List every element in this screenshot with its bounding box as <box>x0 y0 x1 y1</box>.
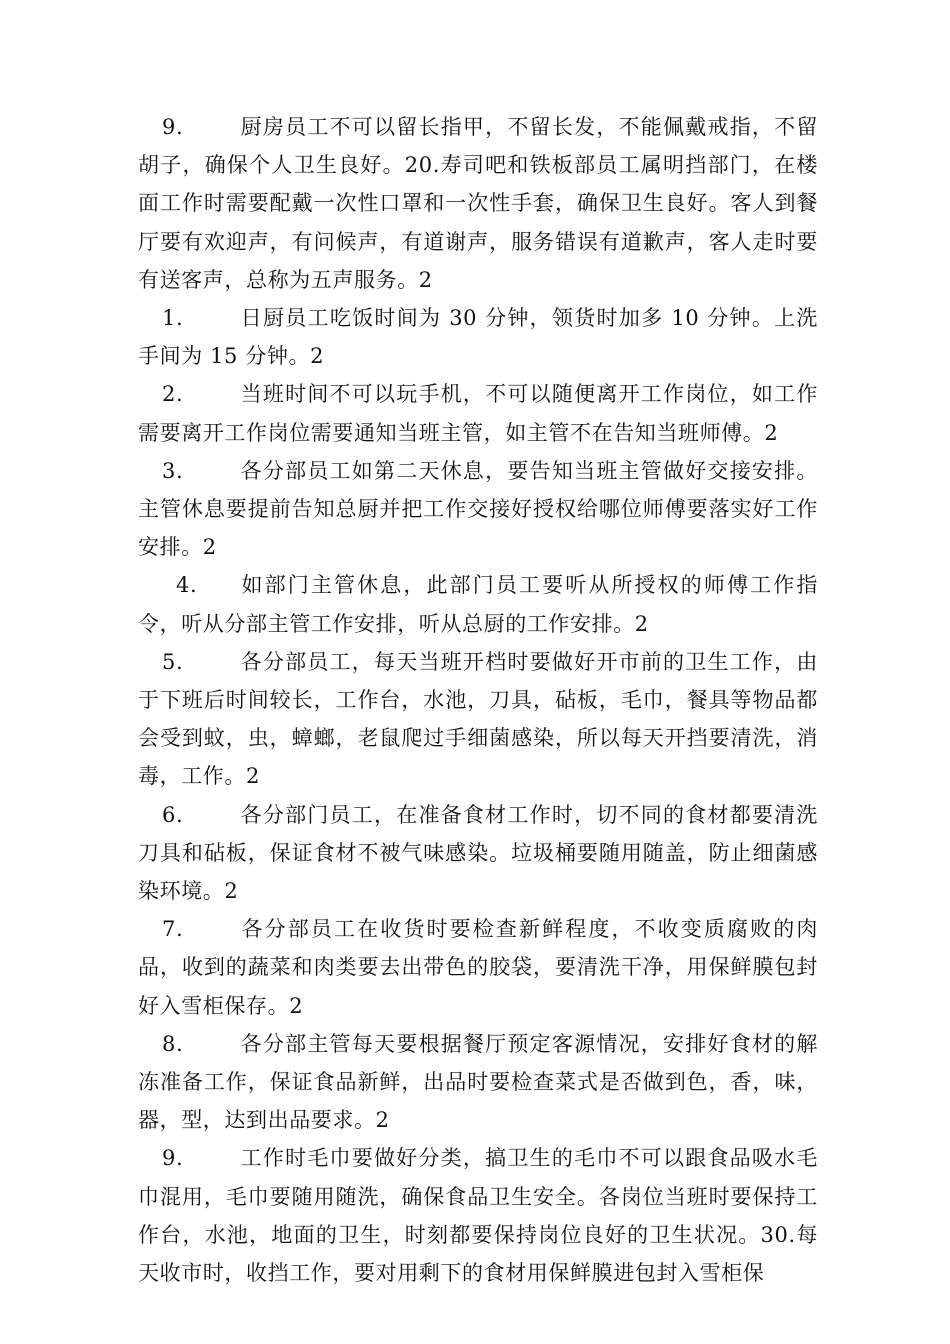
list-item <box>138 452 818 567</box>
list-item <box>138 375 818 451</box>
list-item <box>138 1139 818 1292</box>
item-text: 各分部门员工，在准备食材工作时，切不同的食材都要清洗刀具和砧板，保证食材不被气味感染。垃圾桶要随用随盖，防止细菌感染环境。2 <box>138 802 818 904</box>
list-item <box>138 299 818 375</box>
list-item <box>138 1025 818 1140</box>
list-item <box>138 566 818 642</box>
item-text: 厨房员工不可以留长指甲，不留长发，不能佩戴戒指，不留胡子，确保个人卫生良好。20.寿司吧和铁板部员工属明挡部门，在楼面工作时需要配戴一次性口罩和一次性手套，确保卫生良好。客人到餐厅要有欢迎声，有问候声，有道谢声，服务错误有道歉声，客人走时要有送客声，总称为五声服务。2 <box>138 115 818 292</box>
item-number: 1. <box>162 306 184 331</box>
item-number: 5. <box>162 649 184 674</box>
item-text: 日厨员工吃饭时间为 30 分钟，领货时加多 10 分钟。上洗手间为 15 分钟。2 <box>138 306 818 369</box>
item-number: 9. <box>162 1146 184 1171</box>
item-number: 9. <box>162 115 184 139</box>
item-text: 如部门主管休息，此部门员工要听从所授权的师傅工作指令，听从分部主管工作安排，听从总厨的工作安排。2 <box>138 573 818 636</box>
item-text: 各分部员工如第二天休息，要告知当班主管做好交接安排。主管休息要提前告知总厨并把工作交接好授权给哪位师傅要落实好工作安排。2 <box>138 458 818 560</box>
item-number: 4. <box>176 573 198 598</box>
item-number: 2. <box>162 382 184 407</box>
document-body <box>138 108 818 1292</box>
item-text: 工作时毛巾要做好分类，搞卫生的毛巾不可以跟食品吸水毛巾混用，毛巾要随用随洗，确保食品卫生安全。各岗位当班时要保持工作台，水池，地面的卫生，时刻都要保持岗位良好的卫生状况。30.每天收市时，收挡工作，要对用剩下的食材用保鲜膜进包封入雪柜保 <box>138 1146 818 1286</box>
item-text: 各分部员工，每天当班开档时要做好开市前的卫生工作，由于下班后时间较长，工作台，水池，刀具，砧板，毛巾，餐具等物品都会受到蚊，虫，蟑螂，老鼠爬过手细菌感染，所以每天开挡要清洗，消毒，工作。2 <box>138 649 818 789</box>
item-number: 8. <box>162 1031 184 1056</box>
item-number: 6. <box>162 802 184 827</box>
item-text: 各分部员工在收货时要检查新鲜程度，不收变质腐败的肉品，收到的蔬菜和肉类要去出带色的胶袋，要清洗干净，用保鲜膜包封好入雪柜保存。2 <box>138 917 818 1018</box>
list-item <box>138 643 818 796</box>
list-item <box>138 108 818 299</box>
list-item <box>138 910 818 1025</box>
item-text: 各分部主管每天要根据餐厅预定客源情况，安排好食材的解冻准备工作，保证食品新鲜，出品时要检查菜式是否做到色，香，味，器，型，达到出品要求。2 <box>138 1031 818 1133</box>
item-number: 3. <box>162 458 184 483</box>
item-text: 当班时间不可以玩手机，不可以随便离开工作岗位，如工作需要离开工作岗位需要通知当班主管，如主管不在告知当班师傅。2 <box>138 382 818 445</box>
item-number: 7. <box>162 917 184 942</box>
list-item <box>138 796 818 911</box>
